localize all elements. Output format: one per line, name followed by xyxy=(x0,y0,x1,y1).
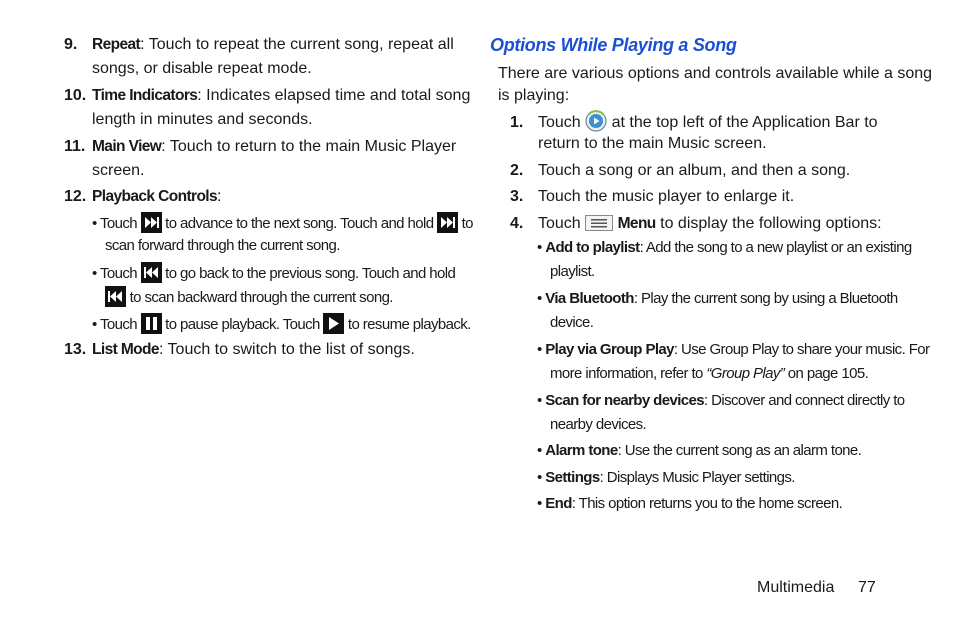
step-text: to display the following options: xyxy=(660,215,882,232)
bullet-text: to advance to the next song. Touch and hold xyxy=(165,215,434,232)
option-desc: : This option returns you to the home screen. xyxy=(571,495,843,512)
intro-text-cont: is playing: xyxy=(498,87,570,104)
option-add-cont: playlist. xyxy=(550,263,595,280)
option-group-play xyxy=(537,340,929,360)
bullet-dot: • xyxy=(92,316,97,333)
bullet-touch: Touch xyxy=(99,265,137,282)
item-term: Playback Controls xyxy=(92,188,218,205)
bullet-prev xyxy=(92,262,455,284)
bullet-touch: Touch xyxy=(99,316,137,333)
item-12 xyxy=(64,187,222,207)
step-text: at the top left of the Application Bar to xyxy=(611,114,878,131)
bullet-dot: • xyxy=(537,442,546,459)
item-10 xyxy=(64,86,470,106)
bullet-dot: • xyxy=(537,469,546,486)
option-group-cont xyxy=(550,364,868,384)
option-term: Scan for nearby devices xyxy=(545,392,705,409)
music-player-app-icon xyxy=(585,110,607,132)
bullet-dot: • xyxy=(537,239,546,256)
item-number: 10. xyxy=(64,87,87,104)
bullet-text: to pause playback. Touch xyxy=(165,316,320,333)
step-2 xyxy=(510,161,850,181)
step-number: 1. xyxy=(510,114,524,131)
option-alarm-tone xyxy=(537,441,861,461)
bullet-dot: • xyxy=(92,215,97,232)
item-10-cont: length in minutes and seconds. xyxy=(92,111,313,128)
bullet-next-cont: scan forward through the current song. xyxy=(105,237,340,254)
item-term: Repeat xyxy=(92,36,141,53)
option-scan-devices xyxy=(537,391,905,411)
option-term: Settings xyxy=(545,469,600,486)
footer-section: Multimedia xyxy=(757,579,835,596)
bullet-dot: • xyxy=(537,495,546,512)
option-desc: : Use Group Play to share your music. For xyxy=(673,341,930,358)
bullet-dot: • xyxy=(537,392,546,409)
bullet-dot: • xyxy=(92,265,97,282)
item-11 xyxy=(64,137,456,157)
item-desc: : Touch to repeat the current song, repeat all xyxy=(140,36,454,53)
item-number: 12. xyxy=(64,188,87,205)
option-desc: : Add the song to a new playlist or an existing xyxy=(639,239,912,256)
item-number: 11. xyxy=(64,138,86,155)
option-term: Via Bluetooth xyxy=(545,290,634,307)
bullet-text: to go back to the previous song. Touch and hold xyxy=(165,265,456,282)
step-number: 3. xyxy=(510,188,524,205)
option-text: on page 105. xyxy=(784,365,869,382)
group-play-link[interactable]: “Group Play” xyxy=(706,365,785,382)
step-1-cont: return to the main Music screen. xyxy=(538,135,767,152)
step-text: Touch xyxy=(538,114,581,131)
option-term: Add to playlist xyxy=(545,239,640,256)
option-scan-cont: nearby devices. xyxy=(550,416,647,433)
item-term: Time Indicators xyxy=(92,87,198,104)
bullet-prev-cont xyxy=(105,286,393,308)
menu-label: Menu xyxy=(617,215,656,232)
step-text: Touch the music player to enlarge it. xyxy=(538,188,795,205)
bullet-touch: Touch xyxy=(99,215,137,232)
item-11-cont: screen. xyxy=(92,162,145,179)
item-9 xyxy=(64,35,454,55)
item-desc: : Touch to switch to the list of songs. xyxy=(158,341,415,358)
bullet-dot: • xyxy=(537,341,546,358)
step-text: Touch xyxy=(538,215,581,232)
step-number: 2. xyxy=(510,162,524,179)
option-desc: : Play the current song by using a Bluetooth xyxy=(633,290,898,307)
step-number: 4. xyxy=(510,215,524,232)
page-number: 77 xyxy=(858,579,876,596)
option-via-bluetooth xyxy=(537,289,898,309)
option-desc: : Displays Music Player settings. xyxy=(599,469,795,486)
item-term: List Mode xyxy=(92,341,159,358)
item-13 xyxy=(64,340,415,360)
rewind-icon xyxy=(105,286,126,307)
bullet-pause xyxy=(92,313,471,335)
option-settings xyxy=(537,468,795,488)
option-end xyxy=(537,494,842,514)
menu-icon xyxy=(585,215,613,231)
step-4 xyxy=(510,214,882,234)
item-desc: : xyxy=(217,188,222,205)
option-term: Alarm tone xyxy=(545,442,618,459)
item-9-cont: songs, or disable repeat mode. xyxy=(92,60,312,77)
option-bt-cont: device. xyxy=(550,314,594,331)
item-number: 13. xyxy=(64,341,87,358)
item-number: 9. xyxy=(64,36,78,53)
section-heading: Options While Playing a Song xyxy=(490,35,737,55)
option-text: more information, refer to xyxy=(550,365,707,382)
item-term: Main View xyxy=(92,138,162,155)
item-desc: : Touch to return to the main Music Player xyxy=(161,138,457,155)
item-desc: : Indicates elapsed time and total song xyxy=(197,87,471,104)
fast-forward-icon xyxy=(437,212,458,233)
intro-text: There are various options and controls available while a song xyxy=(498,65,933,82)
bullet-text: to scan backward through the current song. xyxy=(129,289,393,306)
option-term: End xyxy=(545,495,572,512)
fast-forward-icon xyxy=(141,212,162,233)
option-desc: : Discover and connect directly to xyxy=(704,392,905,409)
pause-icon xyxy=(141,313,162,334)
bullet-dot: • xyxy=(537,290,546,307)
play-icon xyxy=(323,313,344,334)
bullet-text-end: to resume playback. xyxy=(347,316,471,333)
bullet-text-end: to xyxy=(461,215,473,232)
bullet-next xyxy=(92,212,473,234)
option-desc: : Use the current song as an alarm tone. xyxy=(617,442,862,459)
step-1 xyxy=(510,110,878,133)
rewind-icon xyxy=(141,262,162,283)
option-term: Play via Group Play xyxy=(545,341,674,358)
step-text: Touch a song or an album, and then a song. xyxy=(538,162,851,179)
step-3 xyxy=(510,187,794,207)
option-add-to-playlist xyxy=(537,238,912,258)
